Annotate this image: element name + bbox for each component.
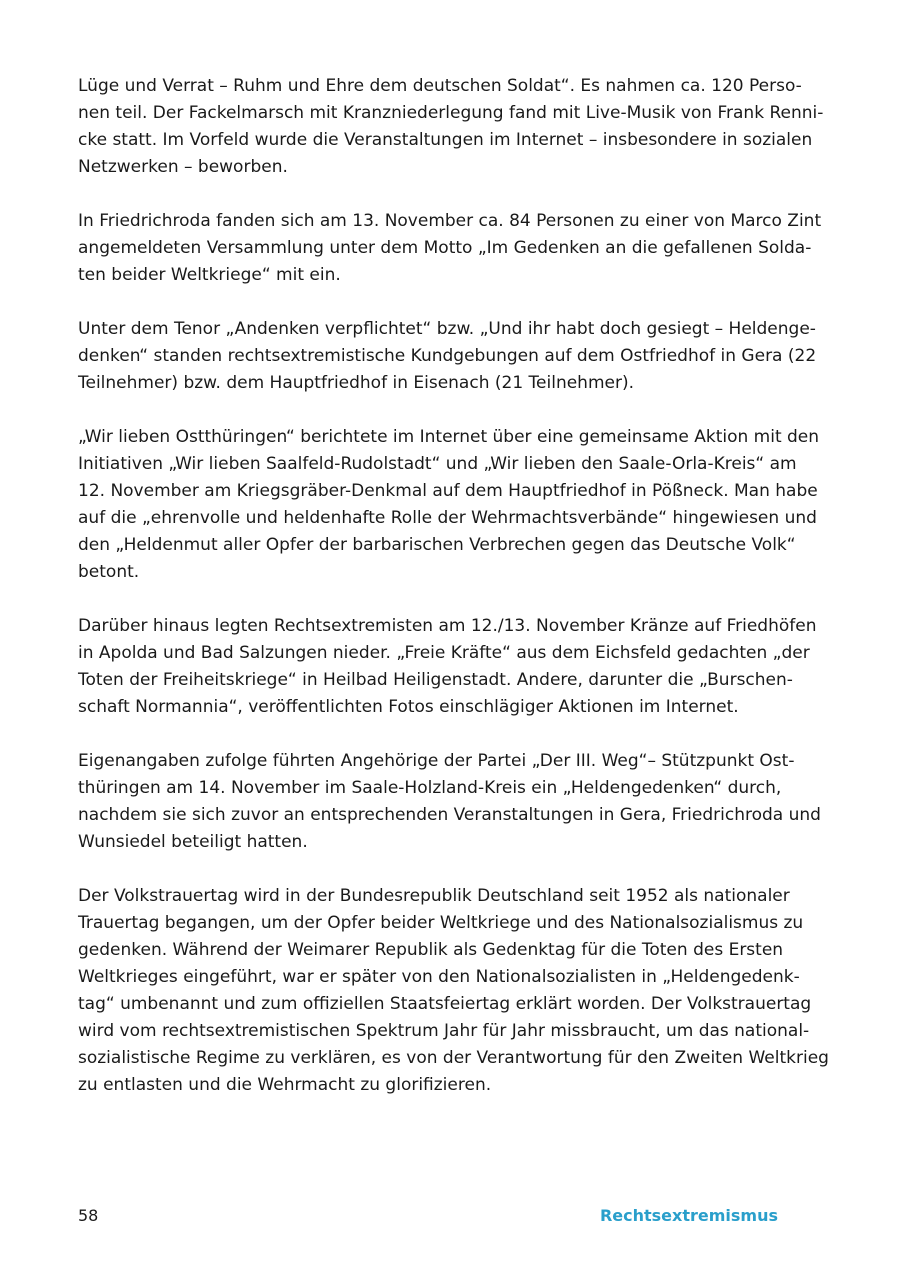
- text-line: tag“ umbenannt und zum offiziellen Staatsfeiertag erklärt worden. Der Volkstrauertag: [78, 994, 812, 1014]
- text-line: auf die „ehrenvolle und heldenhafte Rolle der Wehrmachtsverbände“ hingewiesen und: [78, 508, 817, 528]
- text-line: Lüge und Verrat – Ruhm und Ehre dem deutschen Soldat“. Es nahmen ca. 120 Perso-: [78, 76, 802, 96]
- text-line: Initiativen „Wir lieben Saalfeld-Rudolstadt“ und „Wir lieben den Saale-Orla-Kreis“ am: [78, 454, 797, 474]
- text-line: Toten der Freiheitskriege“ in Heilbad Heiligenstadt. Andere, darunter die „Burschen-: [78, 670, 793, 690]
- text-line: thüringen am 14. November im Saale-Holzland-Kreis ein „Heldengedenken“ durch,: [78, 778, 782, 798]
- section-title: Rechtsextremismus: [599, 1206, 778, 1225]
- text-line: in Apolda und Bad Salzungen nieder. „Freie Kräfte“ aus dem Eichsfeld gedachten „der: [78, 643, 810, 663]
- text-line: In Friedrichroda fanden sich am 13. November ca. 84 Personen zu einer von Marco Zint: [78, 211, 822, 231]
- text-line: Darüber hinaus legten Rechtsextremisten am 12./13. November Kränze auf Friedhöfen: [78, 616, 817, 636]
- text-line: schaft Normannia“, veröffentlichten Fotos einschlägiger Aktionen im Internet.: [78, 697, 739, 717]
- text-line: Eigenangaben zufolge führten Angehörige der Partei „Der III. Weg“– Stützpunkt Ost-: [78, 751, 795, 771]
- text-line: Weltkrieges eingeführt, war er später von den Nationalsozialisten in „Heldengedenk-: [78, 967, 800, 987]
- text-line: ten beider Weltkriege“ mit ein.: [78, 265, 341, 285]
- text-line: nachdem sie sich zuvor an entsprechenden Veranstaltungen in Gera, Friedrichroda und: [78, 805, 821, 825]
- text-line: cke statt. Im Vorfeld wurde die Veranstaltungen im Internet – insbesondere in sozialen: [78, 130, 813, 150]
- text-line: den „Heldenmut aller Opfer der barbarischen Verbrechen gegen das Deutsche Volk“: [78, 535, 796, 555]
- text-line: denken“ standen rechtsextremistische Kundgebungen auf dem Ostfriedhof in Gera (22: [78, 346, 817, 366]
- text-line: nen teil. Der Fackelmarsch mit Kranzniederlegung fand mit Live-Musik von Frank Renni-: [78, 103, 824, 123]
- paragraph: [78, 73, 824, 181]
- text-line: angemeldeten Versammlung unter dem Motto „Im Gedenken an die gefallenen Solda-: [78, 238, 812, 258]
- text-line: Netzwerken – beworben.: [78, 157, 288, 177]
- text-line: „Wir lieben Ostthüringen“ berichtete im Internet über eine gemeinsame Aktion mit den: [78, 427, 820, 447]
- text-line: Wunsiedel beteiligt hatten.: [78, 832, 308, 852]
- text-line: zu entlasten und die Wehrmacht zu glorifizieren.: [78, 1075, 492, 1095]
- paragraph: [78, 748, 821, 856]
- paragraph: [78, 208, 822, 289]
- text-line: wird vom rechtsextremistischen Spektrum Jahr für Jahr missbraucht, um das national-: [78, 1021, 810, 1041]
- text-line: sozialistische Regime zu verklären, es von der Verantwortung für den Zweiten Weltkrieg: [78, 1048, 829, 1068]
- text-line: Unter dem Tenor „Andenken verpflichtet“ bzw. „Und ihr habt doch gesiegt – Heldenge-: [78, 319, 816, 339]
- text-line: Trauertag begangen, um der Opfer beider Weltkriege und des Nationalsozialismus zu: [78, 913, 804, 933]
- paragraph: [78, 613, 817, 721]
- text-line: gedenken. Während der Weimarer Republik als Gedenktag für die Toten des Ersten: [78, 940, 784, 960]
- text-line: betont.: [78, 562, 140, 582]
- paragraph: [78, 883, 829, 1099]
- page-number: 58: [78, 1206, 99, 1225]
- text-line: Der Volkstrauertag wird in der Bundesrepublik Deutschland seit 1952 als nationaler: [78, 886, 790, 906]
- text-line: Teilnehmer) bzw. dem Hauptfriedhof in Eisenach (21 Teilnehmer).: [78, 373, 634, 393]
- paragraph: [78, 424, 820, 586]
- body-text: [78, 73, 829, 1126]
- text-line: 12. November am Kriegsgräber-Denkmal auf dem Hauptfriedhof in Pößneck. Man habe: [78, 481, 818, 501]
- paragraph: [78, 316, 817, 397]
